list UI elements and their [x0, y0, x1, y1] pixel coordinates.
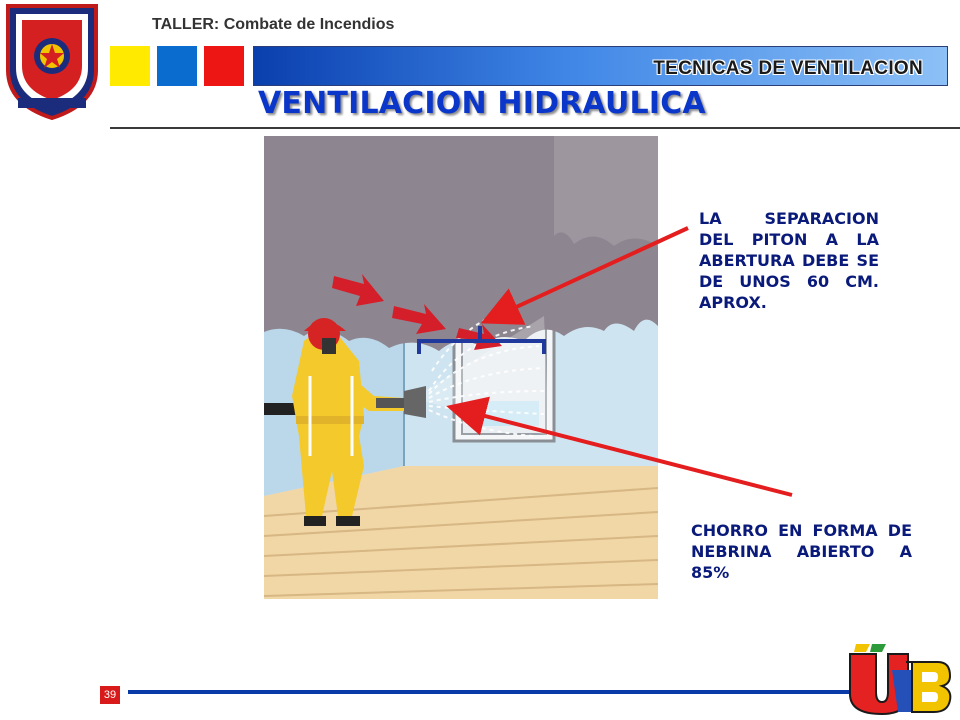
blue-square: [157, 46, 197, 86]
footer-rule: [128, 690, 850, 694]
workshop-title: [152, 16, 394, 34]
section-label: TECNICAS DE VENTILACION: [653, 58, 923, 79]
workshop-name: Combate de Incendios: [219, 16, 395, 33]
yellow-square: [110, 46, 150, 86]
page-number: 39: [100, 686, 120, 704]
header-divider: [110, 127, 960, 129]
workshop-label: TALLER:: [152, 16, 220, 33]
utb-logo: [846, 640, 952, 716]
firefighter-ventilation-illustration: [264, 136, 658, 599]
fog-pattern-note: CHORRO EN FORMA DE NEBRINA ABIERTO A 85%: [691, 521, 912, 582]
red-square: [204, 46, 244, 86]
nozzle-distance-note: LA SEPARACION DEL PITON A LA ABERTURA DEBE SE DE UNOS 60 CM. APROX.: [699, 209, 879, 312]
slide-title: VENTILACION HIDRAULICA: [258, 86, 706, 121]
fire-department-emblem: [0, 0, 104, 120]
section-banner: [253, 46, 948, 86]
